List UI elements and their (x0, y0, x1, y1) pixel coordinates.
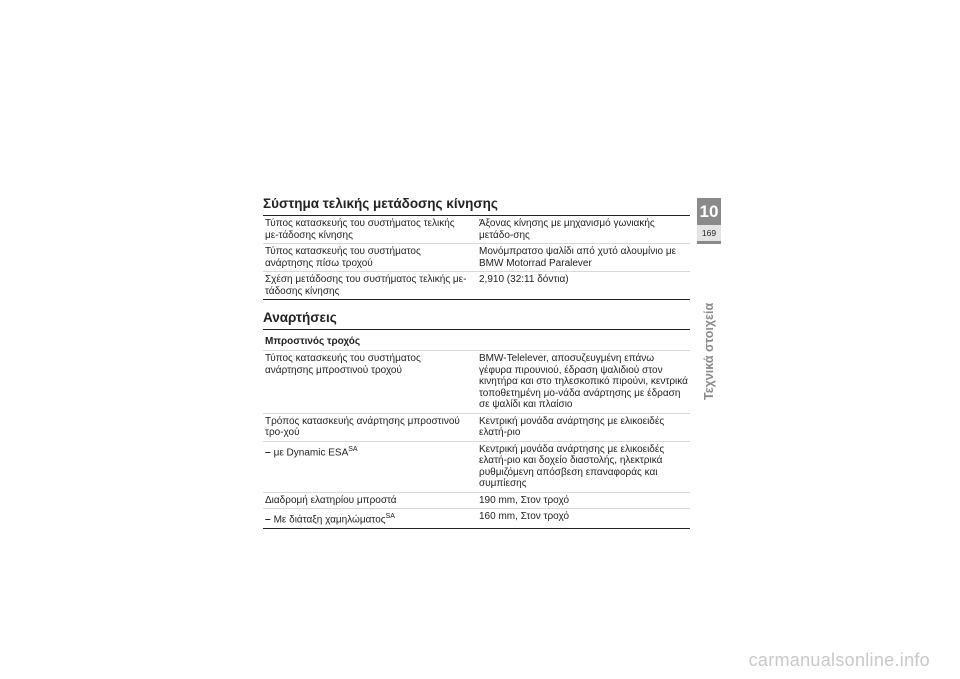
spec-value: Μονόμπρατσο ψαλίδι από χυτό αλουμίνιο με BMW Motorrad Paralever (479, 246, 677, 269)
table-row (263, 216, 690, 244)
table-row (263, 414, 690, 442)
spec-value: BMW-Telelever, αποσυζευγμένη επάνω γέφυρα πιρουνιού, έδραση ψαλιδιού στον κινητήρα και στο τηλεσκοπικό πιρούνι, κεντρικά τοποθετημένη μο-νάδα ανάρτησης με έδραση σε ψαλίδι και πλαίσιο (479, 353, 688, 410)
option-label: με Dynamic ESA (273, 446, 349, 458)
spec-label-option (263, 442, 471, 492)
spec-label-option (263, 509, 471, 528)
table-row (263, 244, 690, 272)
option-superscript: SA (348, 445, 358, 453)
spec-value: 2,910 (32:11 δόντια) (479, 274, 569, 285)
table-row (263, 493, 690, 510)
spec-value: Κεντρική μονάδα ανάρτησης με ελικοειδές ελατή-ριο και δοχείο διαστολής, ηλεκτρικά ρυθμιζόμενη απόσβεση επαναφοράς και συμπίεσης (479, 443, 665, 489)
chapter-number: 10 (699, 202, 719, 221)
chapter-tab (697, 198, 721, 244)
dash-marker: – (265, 514, 271, 526)
spec-label: Τύπος κατασκευής του συστήματος τελικής με-τάδοσης κίνησης (265, 218, 455, 241)
option-label: Με διάταξη χαμηλώματος (273, 514, 386, 526)
table-row (263, 509, 690, 529)
spec-value: 160 mm, Στον τροχό (479, 511, 570, 522)
spec-value: Άξονας κίνησης με μηχανισμό γωνιακής μετάδο-σης (479, 218, 655, 241)
table-row (263, 442, 690, 493)
subsection-title-front-wheel: Μπροστινός τροχός (263, 330, 690, 351)
spec-value: Κεντρική μονάδα ανάρτησης με ελικοειδές ελατή-ριο (479, 415, 665, 438)
spec-value: 190 mm, Στον τροχό (479, 494, 570, 506)
spec-label: Τύπος κατασκευής του συστήματος ανάρτησης πίσω τροχού (265, 246, 421, 269)
section-title-suspension: Αναρτήσεις (263, 310, 690, 330)
dash-marker: – (265, 446, 271, 458)
section-title-final-drive: Σύστημα τελικής μετάδοσης κίνησης (263, 196, 690, 216)
spec-label: Σχέση μετάδοσης του συστήματος τελικής με-τάδοσης κίνησης (265, 274, 467, 297)
spec-content (263, 196, 690, 529)
chapter-side-title: Τεχνικά στοιχεία (702, 302, 716, 400)
spec-label: Διαδρομή ελατηρίου μπροστά (265, 494, 397, 506)
watermark: carmanualsonline.info (748, 650, 930, 670)
option-superscript: SA (385, 513, 395, 520)
spec-label: Τρόπος κατασκευής ανάρτησης μπροστινού τρο-χού (265, 415, 460, 438)
page-number: 169 (697, 225, 721, 241)
table-row (263, 351, 690, 414)
table-row (263, 272, 690, 300)
spec-label: Τύπος κατασκευής του συστήματος ανάρτησης μπροστινού τροχού (265, 353, 421, 376)
